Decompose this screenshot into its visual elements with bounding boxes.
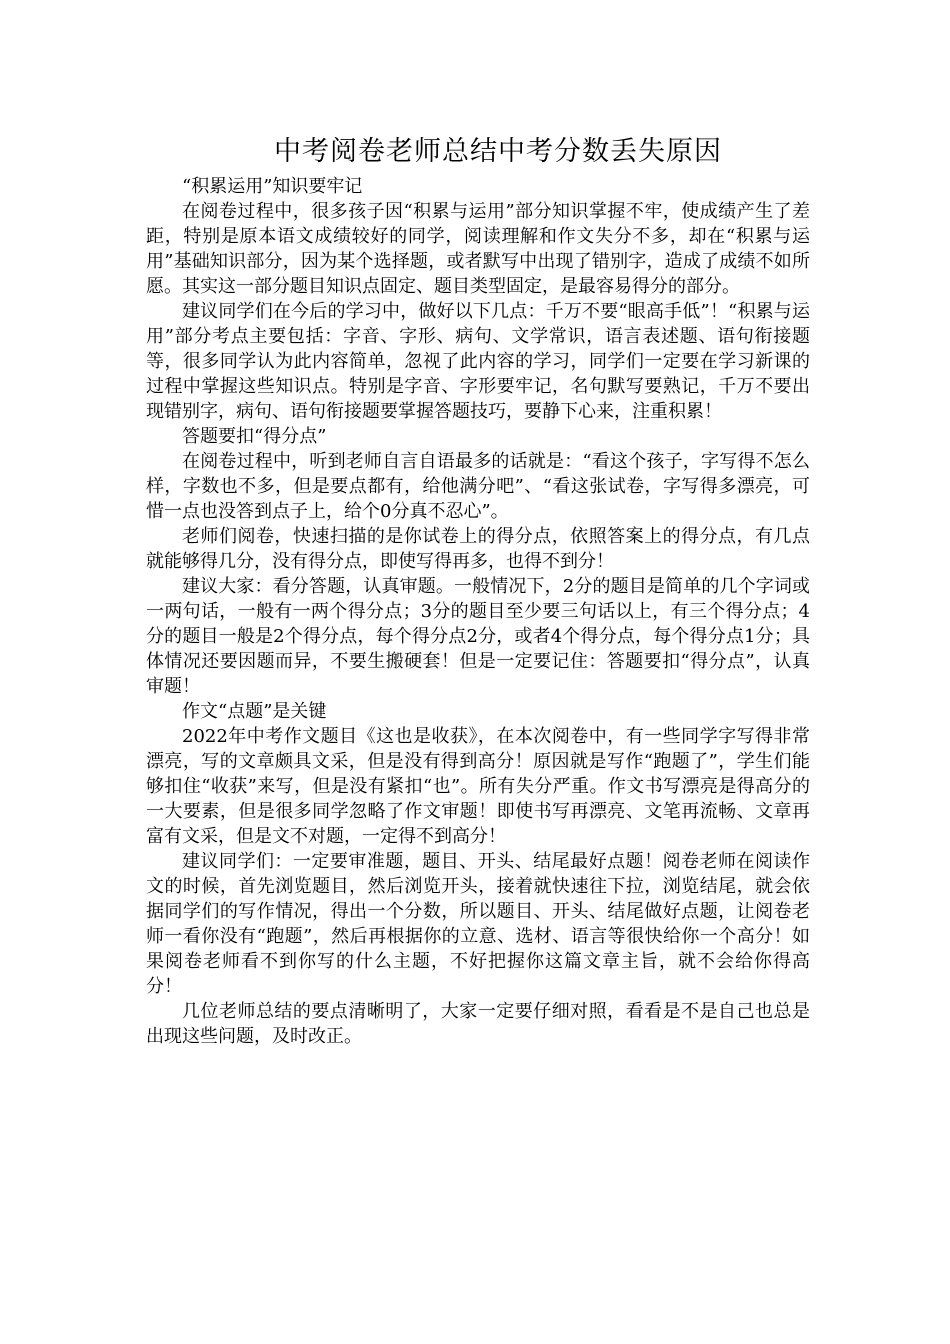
document-title: 中考阅卷老师总结中考分数丢失原因 <box>274 136 722 167</box>
body-paragraph: 老师们阅卷，快速扫描的是你试卷上的得分点，依照答案上的得分点，有几点就能够得几分，没有得分点，即使写得再多，也得不到分！ <box>146 526 810 572</box>
section-heading-accumulation: “积累运用”知识要牢记 <box>182 176 363 197</box>
body-paragraph: 建议同学们在今后的学习中，做好以下几点：千万不要“眼高手低”！“积累与运用”部分考点主要包括：字音、字形、病句、文学常识，语言表述题、语句衔接题等，很多同学认为此内容简单，忽视了此内容的学习，同学们一定要在学习新课的过程中掌握这些知识点。特别是字音、字形要牢记，名句默写要熟记，千万不要出现错别字，病句、语句衔接题要掌握答题技巧，要静下心来，注重积累！ <box>146 301 810 422</box>
section-heading-scoring-points: 答题要扣“得分点” <box>182 426 327 447</box>
body-paragraph: 建议同学们：一定要审准题，题目、开头、结尾最好点题！阅卷老师在阅读作文的时候，首先浏览题目，然后浏览开头，接着就快速往下拉，浏览结尾，就会依据同学们的写作情况，得出一个分数，所以题目、开头、结尾做好点题，让阅卷老师一看你没有“跑题”，然后再根据你的立意、选材、语言等很快给你一个高分！如果阅卷老师看不到你写的什么主题，不好把握你这篇文章主旨，就不会给你得高分！ <box>146 851 810 997</box>
body-paragraph: 在阅卷过程中，听到老师自言自语最多的话就是：“看这个孩子，字写得不怎么样，字数也不多，但是要点都有，给他满分吧”、“看这张试卷，字写得多漂亮，可惜一点也没答到点子上，给个0分真不忍心”。 <box>146 451 810 522</box>
section-heading-essay: 作文“点题”是关键 <box>182 701 327 722</box>
body-paragraph: 2022年中考作文题目《这也是收获》，在本次阅卷中，有一些同学字写得非常漂亮，写的文章颇具文采，但是没有得到高分！原因就是写作“跑题了”，学生们能够扣住“收获”来写，但是没有紧扣“也”。所有失分严重。作文书写漂亮是得高分的一大要素，但是很多同学忽略了作文审题！即使书写再漂亮、文笔再流畅、文章再富有文采，但是文不对题，一定得不到高分！ <box>146 726 810 847</box>
body-paragraph: 几位老师总结的要点清晰明了，大家一定要仔细对照，看看是不是自己也总是出现这些问题，及时改正。 <box>146 1001 810 1047</box>
document-page <box>146 132 810 1049</box>
body-paragraph: 在阅卷过程中，很多孩子因“积累与运用”部分知识掌握不牢，使成绩产生了差距，特别是原本语文成绩较好的同学，阅读理解和作文失分不多，却在“积累与运用”基础知识部分，因为某个选择题，或者默写中出现了错别字，造成了成绩不如所愿。其实这一部分题目知识点固定、题目类型固定，是最容易得分的部分。 <box>146 201 810 297</box>
body-paragraph: 建议大家：看分答题，认真审题。一般情况下，2分的题目是简单的几个字词或一两句话，一般有一两个得分点；3分的题目至少要三句话以上，有三个得分点；4分的题目一般是2个得分点，每个得分点2分，或者4个得分点，每个得分点1分；具体情况还要因题而异，不要生搬硬套！但是一定要记住：答题要扣“得分点”，认真审题！ <box>146 576 810 697</box>
